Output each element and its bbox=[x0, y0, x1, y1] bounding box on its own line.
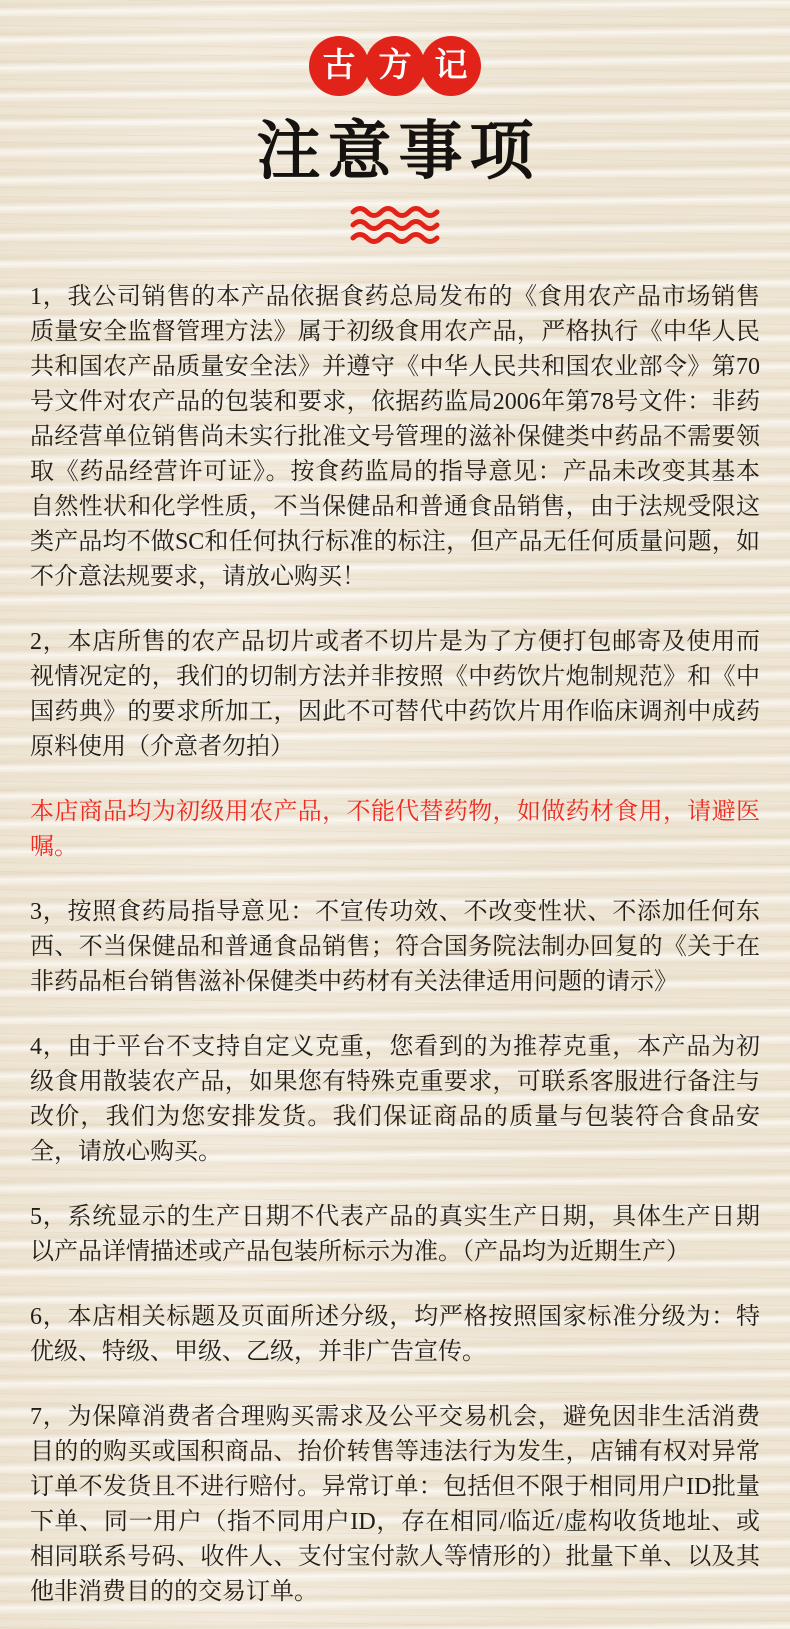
brand-seal bbox=[0, 36, 790, 96]
notice-paragraph-6: 6，本店相关标题及页面所述分级，均严格按照国家标准分级为：特优级、特级、甲级、乙级，并非广告宣传。 bbox=[30, 1304, 760, 1366]
notice-paragraph-3: 3，按照食药局指导意见：不宣传功效、不改变性状、不添加任何东西、不当保健品和普通食品销售；符合国务院法制办回复的《关于在非药品柜台销售滋补保健类中药材有关法律适用问题的请示》 bbox=[30, 899, 760, 996]
notice-paragraph-2: 2，本店所售的农产品切片或者不切片是为了方便打包邮寄及使用而视情况定的，我们的切制方法并非按照《中药饮片炮制规范》和《中国药典》的要求所加工，因此不可替代中药饮片用作临床调剂中成药原料使用（介意者勿拍） bbox=[30, 629, 760, 761]
notice-paragraph-1: 1，我公司销售的本产品依据食药总局发布的《食用农产品市场销售质量安全监督管理方法》属于初级食用农产品，严格执行《中华人民共和国农产品质量安全法》并遵守《中华人民共和国农业部令》第70号文件对农产品的包装和要求，依据药监局2006年第78号文件：非药品经营单位销售尚未实行批准文号管理的滋补保健类中药品不需要领取《药品经营许可证》。按食药监局的指导意见：产品未改变其基本自然性状和化学性质，不当保健品和普通食品销售，由于法规受限这类产品均不做SC和任何执行标准的标注，但产品无任何质量问题，如不介意法规要求，请放心购买！ bbox=[30, 284, 760, 591]
notice-paragraph-7: 7，为保障消费者合理购买需求及公平交易机会，避免因非生活消费目的的购买或国积商品、抬价转售等违法行为发生，店铺有权对异常订单不发货且不进行赔付。异常订单：包括但不限于相同用户ID批量下单、同一用户（指不同用户ID，存在相同/临近/虚构收货地址、或相同联系号码、收件人、支付宝付款人等情形的）批量下单、以及其他非消费目的的交易订单。 bbox=[30, 1404, 760, 1606]
notice-paragraph-5: 5，系统显示的生产日期不代表产品的真实生产日期，具体生产日期以产品详情描述或产品包装所标示为准。（产品均为近期生产） bbox=[30, 1204, 760, 1266]
page-title: 注意事项 bbox=[256, 116, 541, 187]
notice-paragraph-4: 4，由于平台不支持自定义克重，您看到的为推荐克重，本产品为初级食用散装农产品，如果您有特殊克重要求，可联系客服进行备注与改价，我们为您安排发货。我们保证商品的质量与包装符合食品安全，请放心购买。 bbox=[30, 1034, 760, 1166]
warning-text: 本店商品均为初级用农产品，不能代替药物，如做药材食用，请避医嘱。 bbox=[30, 799, 760, 861]
notice-list bbox=[30, 280, 760, 1610]
brand-seal-char-3: 记 bbox=[421, 36, 481, 96]
brand-seal-char-2: 方 bbox=[365, 36, 425, 96]
brand-seal-char-1: 古 bbox=[309, 36, 369, 96]
wave-divider-icon bbox=[0, 205, 790, 247]
header bbox=[0, 0, 790, 247]
